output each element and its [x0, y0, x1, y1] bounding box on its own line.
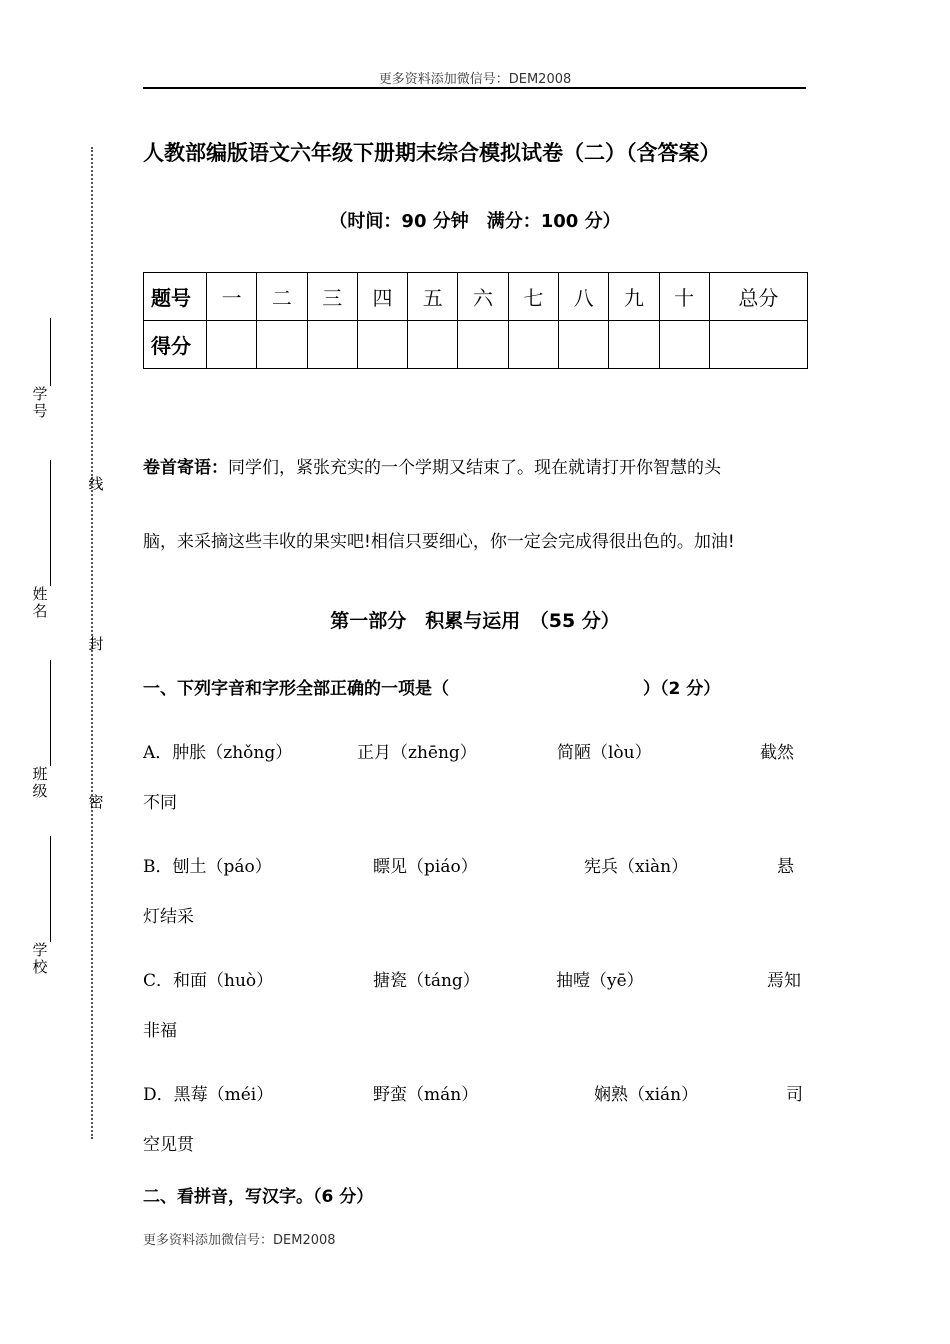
binding-char-xian: 线 — [88, 475, 104, 493]
score-cell-header: 二 — [257, 273, 307, 321]
q1-option-b-word4: 悬 — [777, 857, 794, 877]
q1-option-d-word2: 野蛮（mán） — [373, 1085, 479, 1105]
intro-line-2: 脑，来采摘这些丰收的果实吧!相信只要细心，你一定会完成得很出色的。加油! — [143, 532, 735, 552]
intro-label: 卷首寄语： — [143, 458, 228, 478]
score-cell-label: 题号 — [144, 273, 207, 321]
part1-title: 第一部分 积累与运用 （55 分） — [330, 610, 620, 632]
header-text: 更多资料添加微信号：DEM2008 — [378, 72, 572, 87]
score-cell-label: 得分 — [144, 321, 207, 369]
score-cell-header: 四 — [357, 273, 407, 321]
binding-char-feng: 封 — [88, 635, 104, 653]
score-cell-header: 八 — [558, 273, 608, 321]
binding-label-xuehao: 学号 — [32, 385, 48, 420]
q1-option-a-word2: 正月（zhēng） — [357, 743, 477, 763]
score-cell-header: 五 — [408, 273, 458, 321]
q1-option-d-cont: 空见贯 — [143, 1135, 194, 1155]
exam-title: 人教部编版语文六年级下册期末综合模拟试卷（二）（含答案） — [143, 141, 721, 165]
q1-option-b-word2: 瞟见（piáo） — [373, 857, 478, 877]
score-cell-input[interactable] — [357, 321, 407, 369]
score-cell-input[interactable] — [207, 321, 257, 369]
q1-suffix: ）（2 分） — [643, 679, 721, 699]
score-cell-header: 总分 — [709, 273, 807, 321]
score-cell-input[interactable] — [508, 321, 558, 369]
xingming-blank[interactable] — [50, 460, 51, 586]
q1-option-c-word3: 抽噎（yē） — [556, 971, 644, 991]
q1-stem — [143, 674, 449, 699]
score-cell-input[interactable] — [709, 321, 807, 369]
intro-text-1: 同学们，紧张充实的一个学期又结束了。现在就请打开你智慧的头 — [228, 458, 721, 478]
q1-option-b: B．刨土（páo） — [143, 857, 272, 877]
q1-option-c-word2: 搪瓷（táng） — [373, 971, 480, 991]
binding-label-xingming: 姓名 — [32, 585, 48, 620]
xuexiao-blank[interactable] — [50, 836, 51, 942]
score-cell-input[interactable] — [257, 321, 307, 369]
score-cell-input[interactable] — [307, 321, 357, 369]
xuehao-blank[interactable] — [50, 318, 51, 386]
score-cell-header: 三 — [307, 273, 357, 321]
q1-option-b-word3: 宪兵（xiàn） — [584, 857, 689, 877]
q1-option-d-word4: 司 — [786, 1085, 803, 1105]
score-cell-input[interactable] — [458, 321, 508, 369]
q1-prefix: 一、下列字音和字形全部正确的一项是（ — [143, 679, 449, 699]
q1-option-a-word3: 简陋（lòu） — [557, 743, 652, 763]
footer-text: 更多资料添加微信号：DEM2008 — [143, 1233, 336, 1248]
q1-option-d-word3: 娴熟（xián） — [594, 1085, 699, 1105]
q1-option-a-cont: 不同 — [143, 793, 177, 813]
score-cell-header: 十 — [659, 273, 709, 321]
score-cell-input[interactable] — [558, 321, 608, 369]
score-cell-header: 七 — [508, 273, 558, 321]
score-cell-header: 一 — [207, 273, 257, 321]
intro-line-1 — [143, 453, 811, 478]
score-table-score-row — [144, 321, 808, 369]
exam-subtitle: （时间：90 分钟 满分：100 分） — [329, 211, 621, 232]
score-cell-input[interactable] — [659, 321, 709, 369]
q2-stem: 二、看拼音，写汉字。（6 分） — [143, 1187, 374, 1207]
q1-option-c-cont: 非福 — [143, 1021, 177, 1041]
score-table-header-row — [144, 273, 808, 321]
q1-option-c-word4: 焉知 — [767, 971, 801, 991]
header-rule — [143, 87, 806, 89]
score-cell-header: 九 — [609, 273, 659, 321]
score-table — [143, 272, 808, 369]
q1-option-d: D．黑莓（méi） — [143, 1085, 274, 1105]
q1-option-a-word4: 截然 — [760, 743, 794, 763]
q1-option-c: C．和面（huò） — [143, 971, 274, 991]
binding-label-xuexiao: 学校 — [32, 941, 48, 976]
binding-label-banji: 班级 — [32, 765, 48, 800]
banji-blank[interactable] — [50, 660, 51, 766]
score-cell-input[interactable] — [408, 321, 458, 369]
q1-option-a: A．肿胀（zhǒng） — [143, 743, 293, 763]
binding-char-mi: 密 — [88, 793, 104, 811]
score-cell-header: 六 — [458, 273, 508, 321]
score-cell-input[interactable] — [609, 321, 659, 369]
q1-option-b-cont: 灯结采 — [143, 907, 194, 927]
q1-answer-blank[interactable] — [487, 674, 635, 696]
